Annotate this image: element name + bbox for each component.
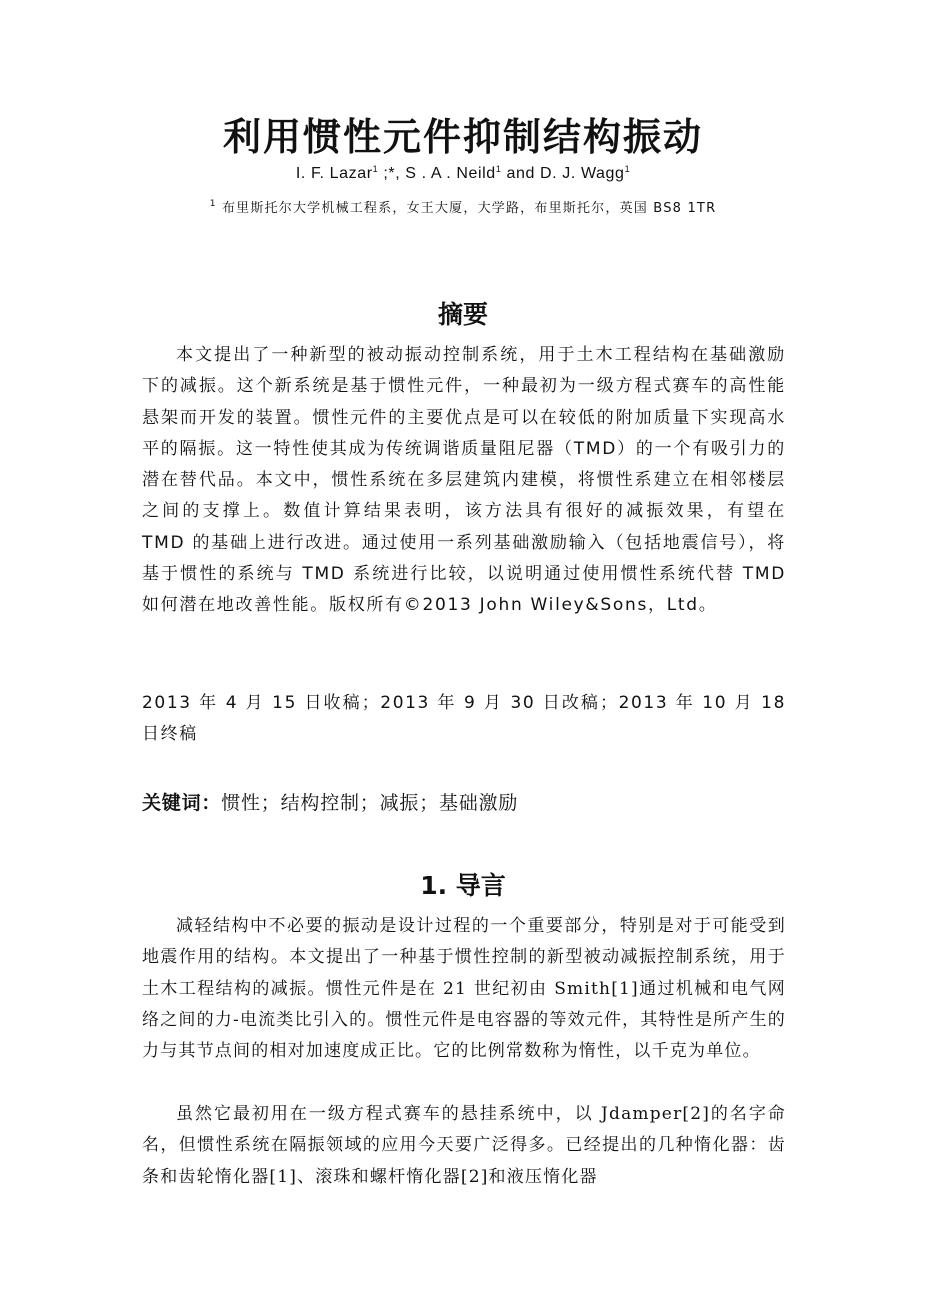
- author-separator: ;*,: [378, 165, 406, 182]
- keywords-label: 关键词：: [142, 792, 222, 814]
- affiliation-mark: 1: [624, 164, 631, 174]
- author-name: D. J. Wagg: [540, 165, 625, 182]
- intro-paragraph: 减轻结构中不必要的振动是设计过程的一个重要部分，特别是对于可能受到地震作用的结构。本文提出了一种基于惯性控制的新型被动减振控制系统，用于土木工程结构的减振。惯性元件是在 21 世纪初由 Smith[1]通过机械和电气网络之间的力-电流类比引入的。惯性元件是电容器的等效元件，其特性是所产生的力与其节点间的相对加速度成正比。它的比例常数称为惰性，以千克为单位。: [142, 916, 786, 1062]
- affiliation-mark: 1: [209, 199, 217, 209]
- author-list: [0, 164, 926, 184]
- author-name: S . A . Neild: [405, 165, 496, 182]
- abstract-paragraph: 本文提出了一种新型的被动振动控制系统，用于土木工程结构在基础激励下的减振。这个新系统是基于惯性元件，一种最初为一级方程式赛车的高性能悬架而开发的装置。惯性元件的主要优点是可以在较低的附加质量下实现高水平的隔振。这一特性使其成为传统调谐质量阻尼器（TMD）的一个有吸引力的潜在替代品。本文中，惯性系统在多层建筑内建模，将惯性系建立在相邻楼层之间的支撑上。数值计算结果表明，该方法具有很好的减振效果，有望在 TMD 的基础上进行改进。通过使用一系列基础激励输入（包括地震信号），将基于惯性的系统与 TMD 系统进行比较，以说明通过使用惯性系统代替 TMD 如何潜在地改善性能。版权所有©2013 John Wiley&Sons，Ltd。: [142, 345, 786, 616]
- affiliation: [0, 200, 926, 218]
- introduction-heading: 1. 导言: [420, 871, 506, 900]
- keywords: [142, 788, 786, 818]
- affiliation-text: 布里斯托尔大学机械工程系，女王大厦，大学路，布里斯托尔，英国 BS8 1TR: [216, 201, 717, 216]
- intro-paragraph: 虽然它最初用在一级方程式赛车的悬挂系统中，以 Jdamper[2]的名字命名，但惯性系统在隔振领域的应用今天要广泛得多。已经提出的几种惰化器：齿条和齿轮惰化器[1]、滚珠和螺杆惰化器[2]和液压惰化器: [142, 1104, 786, 1187]
- author-separator: and: [501, 165, 541, 182]
- author-name: I. F. Lazar: [295, 165, 373, 182]
- submission-dates: 2013 年 4 月 15 日收稿；2013 年 9 月 30 日改稿；2013 年 10 月 18 日终稿: [142, 693, 786, 745]
- affiliation-mark: 1: [372, 164, 379, 174]
- affiliation-mark: 1: [495, 164, 502, 174]
- paper-title: 利用惯性元件抑制结构振动: [222, 115, 703, 159]
- keywords-text: 惯性；结构控制；减振；基础激励: [221, 792, 519, 814]
- abstract-heading: 摘要: [437, 300, 488, 329]
